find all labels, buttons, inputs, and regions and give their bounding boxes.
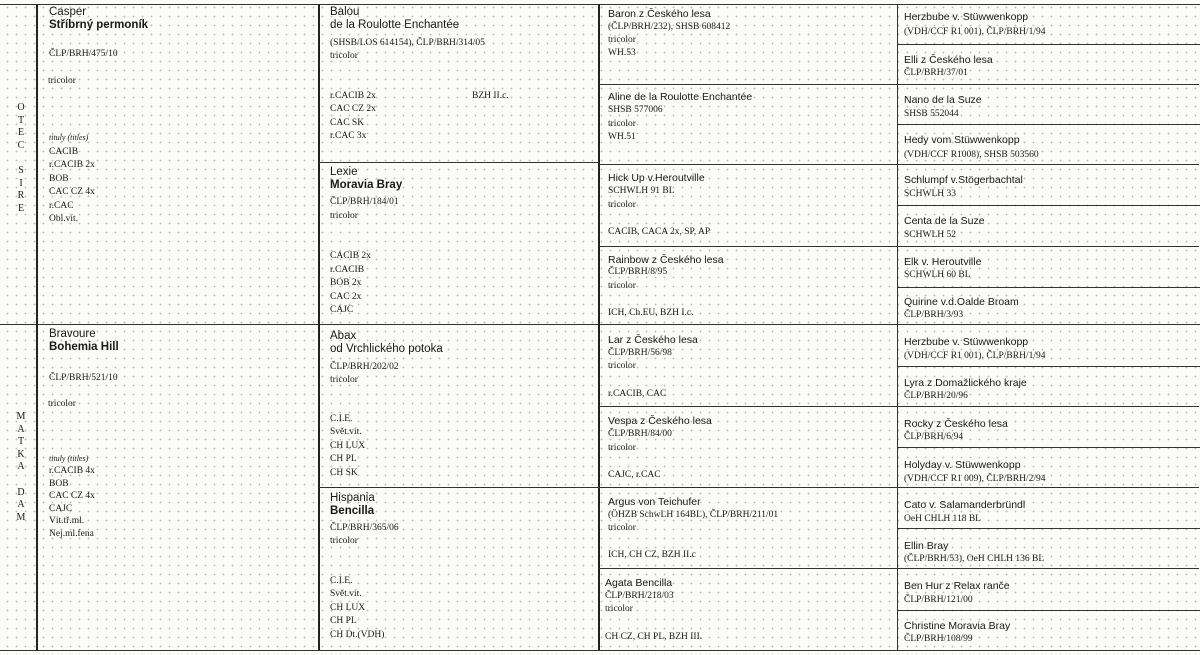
- gen3-titles: WH.53: [608, 48, 636, 58]
- gen4-name: Christine Moravia Bray: [904, 620, 1011, 632]
- gen3-name: Argus von Teichufer: [608, 496, 701, 508]
- gen2-name: Abax od Vrchlického potoka: [330, 330, 443, 355]
- gen3-cell: [605, 327, 893, 404]
- gen3-titles: CH CZ, CH PL, BZH III.: [605, 632, 703, 642]
- gen3-cell: [605, 6, 893, 82]
- gen4-cell: [902, 167, 1198, 204]
- title-item: CACIB: [49, 147, 79, 157]
- middle-divider: [0, 324, 1200, 325]
- gen3-reg: SHSB 577006: [608, 105, 663, 115]
- gen3-cell: [605, 571, 893, 648]
- title-item: CAJC: [49, 503, 73, 514]
- gen3-reg: (ČLP/BRH/232), SHSB 608412: [608, 22, 731, 32]
- gen3-reg: SCHWLH 91 BL: [608, 186, 675, 196]
- gen3-cell: [605, 490, 893, 566]
- sire-color: tricolor: [48, 76, 76, 86]
- gen3-divider: [599, 164, 1199, 165]
- gen3-color: tricolor: [608, 200, 636, 210]
- gen4-cell: [902, 571, 1198, 609]
- title-item: Obl.vít.: [49, 214, 79, 225]
- gen3-color: tricolor: [608, 443, 636, 453]
- gen3-name: Agata Bencilla: [605, 577, 673, 589]
- sire-titles-heading: tituly (titles): [49, 133, 89, 142]
- gen4-cell: [902, 490, 1198, 527]
- gen4-cell: [902, 289, 1198, 323]
- gen3-color: tricolor: [608, 281, 636, 291]
- gen4-reg: ČLP/BRH/121/00: [904, 595, 973, 605]
- dam-reg: ČLP/BRH/521/10: [49, 373, 118, 383]
- gen4-reg: (VDH/CCF R1008), SHSB 503560: [904, 150, 1039, 160]
- gen4-cell: [902, 6, 1198, 43]
- gen3-divider: [599, 406, 1199, 407]
- title-item: BOB: [49, 478, 69, 489]
- gen4-name: Cato v. Salamanderbründl: [904, 499, 1026, 511]
- gen2-titles: C.I.E. Svět.vít. CH LUX CH PL CH Dt.(VDH): [330, 576, 385, 640]
- dam-name: Bravoure Bohemia Hill: [49, 328, 119, 353]
- sire-name: Casper Stříbrný permoník: [49, 6, 149, 31]
- gen4-reg: ČLP/BRH/20/96: [904, 391, 968, 401]
- gen2-name: Hispania Bencilla: [330, 492, 375, 517]
- gen2-color: tricolor: [330, 211, 358, 221]
- gen4-name: Rocky z Českého lesa: [904, 418, 1008, 430]
- title-item: Nej.ml.fena: [49, 528, 94, 539]
- gen4-cell: [902, 409, 1198, 446]
- dam-side-label: M A T K A D A M: [16, 411, 26, 523]
- gen3-color: tricolor: [608, 35, 636, 45]
- gen3-reg: ČLP/BRH/218/03: [605, 591, 674, 601]
- gen4-name: Hedy vom Stüwwenkopp: [904, 134, 1020, 146]
- gen3-cell: [605, 167, 893, 245]
- gen2-reg: ČLP/BRH/184/01: [330, 197, 399, 207]
- gen4-cell: [902, 612, 1198, 649]
- gen4-name: Ben Hur z Relax ranče: [904, 580, 1010, 592]
- gen4-reg: ČLP/BRH/3/93: [904, 310, 964, 320]
- gen1-left-border: [36, 4, 38, 650]
- gen4-cell: [902, 368, 1198, 406]
- gen2-cell-2: [326, 166, 594, 322]
- gen4-name: Herzbube v. Stüwwenkopp: [904, 336, 1029, 348]
- gen4-reg: (ČLP/BRH/53), OeH CHLH 136 BL: [904, 554, 1045, 564]
- gen2-color: tricolor: [330, 536, 358, 546]
- gen4-cell: [902, 126, 1198, 164]
- gen2-divider-1: [319, 162, 599, 163]
- gen4-name: Nano de la Suze: [904, 94, 982, 106]
- gen4-cell: [902, 530, 1198, 567]
- gen2-cell-1: [326, 6, 594, 160]
- gen4-reg: SHSB 552044: [904, 109, 959, 119]
- gen3-color: tricolor: [608, 361, 636, 371]
- gen4-name: Ellin Bray: [904, 540, 949, 552]
- gen4-left-border: [897, 4, 898, 650]
- gen4-cell: [902, 207, 1198, 245]
- gen2-titles: CACIB 2x r.CACIB BOB 2x CAC 2x CAJC: [330, 251, 371, 315]
- gen4-reg: OeH CHLH 118 BL: [904, 514, 981, 524]
- gen2-reg: ČLP/BRH/365/06: [330, 523, 399, 533]
- gen4-reg: (VDH/CCF R1 001), ČLP/BRH/1/94: [904, 27, 1046, 37]
- gen3-divider: [599, 487, 1199, 488]
- gen3-cell: [605, 409, 893, 485]
- gen4-name: Elk v. Heroutville: [904, 256, 982, 268]
- gen2-titles: r.CACIB 2x CAC CZ 2x CAC SK r.CAC 3x: [330, 91, 376, 142]
- gen3-titles: ICH, Ch.EU, BZH I.c.: [608, 308, 694, 318]
- gen4-name: Elli z Českého lesa: [904, 54, 993, 66]
- gen3-titles: r.CACIB, CAC: [608, 389, 667, 399]
- gen3-reg: (ÖHZB SchwLH 164BL), ČLP/BRH/211/01: [608, 510, 779, 520]
- dam-titles-heading: tituly (titles): [49, 454, 89, 463]
- gen3-cell: [605, 87, 893, 163]
- gen3-name: Baron z Českého lesa: [608, 8, 711, 20]
- title-item: r.CACIB 4x: [49, 466, 95, 476]
- gen4-name: Schlumpf v.Stögerbachtal: [904, 174, 1023, 186]
- gen4-reg: SCHWLH 60 BL: [904, 270, 971, 280]
- gen2-name: Lexie Moravia Bray: [330, 166, 403, 191]
- gen4-reg: SCHWLH 52: [904, 230, 956, 240]
- gen4-name: Herzbube v. Stüwwenkopp: [904, 11, 1029, 23]
- gen4-reg: ČLP/BRH/37/01: [904, 68, 968, 78]
- gen3-name: Hick Up v.Heroutville: [608, 172, 705, 184]
- title-item: CAC CZ 4x: [49, 187, 95, 198]
- gen2-titles: C.I.E. Svět.vít. CH LUX CH PL CH SK: [330, 414, 366, 478]
- gen2-extra: BZH II.c.: [472, 91, 509, 101]
- gen3-reg: ČLP/BRH/84/00: [608, 429, 672, 439]
- gen3-color: tricolor: [608, 119, 636, 129]
- gen3-titles: CACIB, CACA 2x, SP, AP: [608, 227, 711, 237]
- bottom-border: [0, 650, 1200, 651]
- gen3-left-border: [598, 4, 600, 650]
- gen3-color: tricolor: [605, 604, 633, 614]
- gen2-color: tricolor: [330, 375, 358, 385]
- gen3-titles: ICH, CH CZ, BZH II.c: [608, 550, 696, 560]
- sire-side-label: O T E C S I R E: [17, 102, 25, 214]
- dam-color: tricolor: [48, 399, 76, 409]
- sire-reg: ČLP/BRH/475/10: [49, 49, 118, 59]
- gen4-reg: (VDH/CCF R1 001), ČLP/BRH/1/94: [904, 351, 1046, 361]
- gen3-divider: [599, 246, 1199, 247]
- gen4-reg: ČLP/BRH/108/99: [904, 634, 973, 644]
- title-item: r.CACIB 2x: [49, 160, 95, 171]
- gen3-color: tricolor: [608, 523, 636, 533]
- gen3-name: Aline de la Roulotte Enchantée: [608, 91, 753, 103]
- gen3-reg: ČLP/BRH/8/95: [608, 267, 668, 277]
- gen2-divider-3: [319, 487, 599, 488]
- gen2-name: Balou de la Roulotte Enchantée: [330, 6, 460, 31]
- gen3-name: Rainbow z Českého lesa: [608, 254, 724, 266]
- title-item: Vít.tř.ml.: [49, 516, 85, 527]
- gen2-reg: (SHSB/LOS 614154), ČLP/BRH/314/05: [330, 38, 485, 48]
- gen2-left-border: [318, 4, 320, 650]
- sire-titles: [49, 146, 95, 226]
- title-item: BOB: [49, 173, 69, 184]
- gen3-cell: [605, 249, 893, 322]
- gen4-cell: [902, 327, 1198, 365]
- gen4-cell: [902, 87, 1198, 123]
- title-item: CAC CZ 4x: [49, 491, 95, 502]
- gen4-name: Holyday v. Stüwwenkopp: [904, 459, 1021, 471]
- gen3-divider: [599, 568, 1199, 569]
- gen2-reg: ČLP/BRH/202/02: [330, 362, 399, 372]
- gen4-cell: [902, 249, 1198, 286]
- gen3-name: Vespa z Českého lesa: [608, 415, 712, 427]
- gen4-name: Quirine v.d.Oalde Broam: [904, 296, 1019, 308]
- dam-cell: [45, 328, 310, 646]
- gen4-name: Centa de la Suze: [904, 215, 985, 227]
- gen4-name: Lyra z Domažlického kraje: [904, 377, 1027, 389]
- gen2-cell-4: [326, 490, 594, 648]
- gen2-color: tricolor: [330, 51, 358, 61]
- gen2-cell-3: [326, 328, 594, 484]
- sire-cell: [45, 6, 310, 322]
- gen3-titles: WH.51: [608, 132, 636, 142]
- gen4-reg: (VDH/CCF R1 009), ČLP/BRH/2/94: [904, 474, 1046, 484]
- gen4-reg: SCHWLH 33: [904, 189, 956, 199]
- gen3-titles: CAJC, r.CAC: [608, 470, 661, 480]
- gen3-name: Lar z Českého lesa: [608, 334, 698, 346]
- gen4-cell: [902, 449, 1198, 487]
- gen4-reg: ČLP/BRH/6/94: [904, 432, 964, 442]
- gen3-reg: ČLP/BRH/56/98: [608, 348, 672, 358]
- dam-titles: [49, 465, 95, 541]
- title-item: r.CAC: [49, 200, 74, 211]
